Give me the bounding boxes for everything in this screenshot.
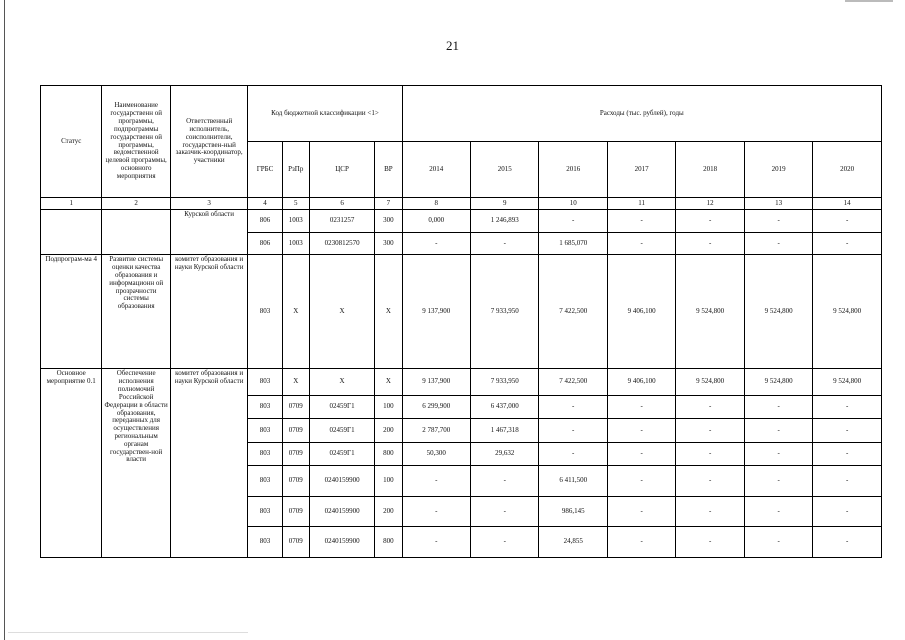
header-name: Наименование государственн ой программы, подпрограммы государственн ой программы, ведомственной целевой программы, основного мероприятия: [102, 86, 170, 198]
column-number: 4: [248, 198, 282, 210]
rzpr-cell: Х: [282, 369, 309, 396]
value-cell: -: [744, 395, 812, 418]
value-cell: 986,145: [539, 496, 607, 527]
vr-cell: 100: [375, 466, 402, 497]
value-cell: -: [676, 496, 744, 527]
value-cell: -: [607, 232, 675, 254]
csr-cell: Х: [309, 255, 374, 369]
rzpr-cell: 0709: [282, 527, 309, 558]
vr-cell: 200: [375, 419, 402, 442]
table-row: [41, 210, 882, 232]
bottom-scan-mark: [8, 632, 248, 633]
header-year: 2016: [539, 142, 607, 198]
csr-cell: Х: [309, 369, 374, 396]
header-status: Статус: [41, 86, 102, 198]
value-cell: 9 406,100: [607, 255, 675, 369]
name-cell: Развитие системы оценки качества образования и информационн ой прозрачности системы образования: [102, 255, 170, 369]
grbs-cell: 803: [248, 419, 282, 442]
value-cell: -: [744, 466, 812, 497]
csr-cell: 0240159900: [309, 527, 374, 558]
value-cell: -: [676, 395, 744, 418]
grbs-cell: 803: [248, 496, 282, 527]
header-year: 2014: [402, 142, 470, 198]
vr-cell: Х: [375, 255, 402, 369]
value-cell: -: [402, 496, 470, 527]
value-cell: -: [607, 210, 675, 232]
column-number-row: [41, 198, 882, 210]
table-row: [41, 255, 882, 369]
grbs-cell: 803: [248, 527, 282, 558]
value-cell: 6 299,900: [402, 395, 470, 418]
value-cell: -: [402, 527, 470, 558]
value-cell: 9 524,800: [744, 369, 812, 396]
rzpr-cell: 0709: [282, 442, 309, 465]
left-margin-rule: [4, 0, 5, 640]
value-cell: -: [744, 496, 812, 527]
csr-cell: 02459Г1: [309, 395, 374, 418]
value-cell: -: [676, 419, 744, 442]
column-number: 13: [744, 198, 812, 210]
budget-table: [40, 85, 882, 558]
grbs-cell: 806: [248, 232, 282, 254]
value-cell: -: [744, 210, 812, 232]
value-cell: 9 524,800: [744, 255, 812, 369]
value-cell: -: [471, 496, 539, 527]
column-number: 11: [607, 198, 675, 210]
column-number: 7: [375, 198, 402, 210]
header-rzpr: РзПр: [282, 142, 309, 198]
executor-cell: комитет образования и науки Курской области: [170, 255, 248, 369]
value-cell: 24,855: [539, 527, 607, 558]
status-cell: Основное мероприятие 0.1: [41, 369, 102, 558]
vr-cell: 300: [375, 210, 402, 232]
value-cell: -: [539, 419, 607, 442]
value-cell: -: [813, 395, 882, 418]
rzpr-cell: 0709: [282, 395, 309, 418]
value-cell: 9 524,800: [676, 369, 744, 396]
status-cell: [41, 210, 102, 255]
executor-cell: комитет образования и науки Курской области: [170, 369, 248, 558]
value-cell: -: [813, 527, 882, 558]
column-number: 10: [539, 198, 607, 210]
header-year: 2017: [607, 142, 675, 198]
value-cell: -: [813, 442, 882, 465]
csr-cell: 0240159900: [309, 496, 374, 527]
value-cell: -: [813, 496, 882, 527]
name-cell: Обеспечение исполнения полномочий Российской Федерации в области образования, переданных для осуществления региональным органам государствен-ной власти: [102, 369, 170, 558]
column-number: 1: [41, 198, 102, 210]
value-cell: -: [539, 442, 607, 465]
csr-cell: 02459Г1: [309, 442, 374, 465]
value-cell: 9 524,800: [813, 255, 882, 369]
grbs-cell: 803: [248, 466, 282, 497]
value-cell: -: [744, 232, 812, 254]
header-year: 2018: [676, 142, 744, 198]
value-cell: 9 137,900: [402, 255, 470, 369]
rzpr-cell: 1003: [282, 232, 309, 254]
value-cell: -: [744, 419, 812, 442]
column-number: 8: [402, 198, 470, 210]
table-row: [41, 369, 882, 396]
value-cell: -: [676, 527, 744, 558]
vr-cell: 100: [375, 395, 402, 418]
header-year: 2015: [471, 142, 539, 198]
value-cell: -: [607, 496, 675, 527]
value-cell: -: [402, 466, 470, 497]
header-year: 2019: [744, 142, 812, 198]
value-cell: -: [607, 442, 675, 465]
header-row-group: [41, 86, 882, 142]
header-executor: Ответственный исполнитель, соисполнители, государствен-ный заказчик-координатор, участники: [170, 86, 248, 198]
vr-cell: 800: [375, 527, 402, 558]
top-scan-mark: [845, 0, 893, 2]
value-cell: -: [813, 466, 882, 497]
executor-cell: Курской области: [170, 210, 248, 255]
column-number: 12: [676, 198, 744, 210]
value-cell: 1 467,318: [471, 419, 539, 442]
value-cell: -: [676, 210, 744, 232]
vr-cell: 200: [375, 496, 402, 527]
value-cell: -: [813, 232, 882, 254]
value-cell: -: [744, 442, 812, 465]
csr-cell: 0230812570: [309, 232, 374, 254]
column-number: 3: [170, 198, 248, 210]
value-cell: -: [471, 232, 539, 254]
value-cell: -: [676, 466, 744, 497]
value-cell: 9 137,900: [402, 369, 470, 396]
value-cell: 7 422,500: [539, 255, 607, 369]
value-cell: 2 787,700: [402, 419, 470, 442]
value-cell: 9 524,800: [813, 369, 882, 396]
vr-cell: 800: [375, 442, 402, 465]
grbs-cell: 803: [248, 395, 282, 418]
value-cell: -: [471, 466, 539, 497]
column-number: 2: [102, 198, 170, 210]
value-cell: -: [813, 210, 882, 232]
header-year: 2020: [813, 142, 882, 198]
rzpr-cell: 0709: [282, 496, 309, 527]
value-cell: 6 437,000: [471, 395, 539, 418]
column-number: 6: [309, 198, 374, 210]
value-cell: -: [607, 466, 675, 497]
value-cell: -: [813, 419, 882, 442]
column-number: 14: [813, 198, 882, 210]
value-cell: -: [402, 232, 470, 254]
value-cell: -: [539, 395, 607, 418]
value-cell: -: [539, 210, 607, 232]
header-vr: ВР: [375, 142, 402, 198]
value-cell: 7 933,950: [471, 369, 539, 396]
value-cell: 9 524,800: [676, 255, 744, 369]
value-cell: 9 406,100: [607, 369, 675, 396]
value-cell: 50,300: [402, 442, 470, 465]
rzpr-cell: 1003: [282, 210, 309, 232]
column-number: 9: [471, 198, 539, 210]
header-csr: ЦСР: [309, 142, 374, 198]
name-cell: [102, 210, 170, 255]
value-cell: -: [607, 419, 675, 442]
value-cell: 7 933,950: [471, 255, 539, 369]
value-cell: -: [607, 395, 675, 418]
page-number: 21: [446, 38, 459, 53]
column-number: 5: [282, 198, 309, 210]
status-cell: Подпрограм-ма 4: [41, 255, 102, 369]
value-cell: -: [744, 527, 812, 558]
value-cell: 1 685,070: [539, 232, 607, 254]
header-grbs: ГРБС: [248, 142, 282, 198]
csr-cell: 0231257: [309, 210, 374, 232]
rzpr-cell: 0709: [282, 419, 309, 442]
grbs-cell: 803: [248, 255, 282, 369]
rzpr-cell: 0709: [282, 466, 309, 497]
grbs-cell: 803: [248, 369, 282, 396]
header-expenses: Расходы (тыс. рублей), годы: [402, 86, 881, 142]
value-cell: 6 411,500: [539, 466, 607, 497]
value-cell: 29,632: [471, 442, 539, 465]
value-cell: -: [676, 442, 744, 465]
value-cell: 0,000: [402, 210, 470, 232]
value-cell: -: [607, 527, 675, 558]
csr-cell: 02459Г1: [309, 419, 374, 442]
value-cell: 1 246,893: [471, 210, 539, 232]
rzpr-cell: Х: [282, 255, 309, 369]
csr-cell: 0240159900: [309, 466, 374, 497]
value-cell: 7 422,500: [539, 369, 607, 396]
header-budget-code: Код бюджетной классификации <1>: [248, 86, 402, 142]
grbs-cell: 803: [248, 442, 282, 465]
value-cell: -: [676, 232, 744, 254]
value-cell: -: [471, 527, 539, 558]
vr-cell: Х: [375, 369, 402, 396]
vr-cell: 300: [375, 232, 402, 254]
grbs-cell: 806: [248, 210, 282, 232]
